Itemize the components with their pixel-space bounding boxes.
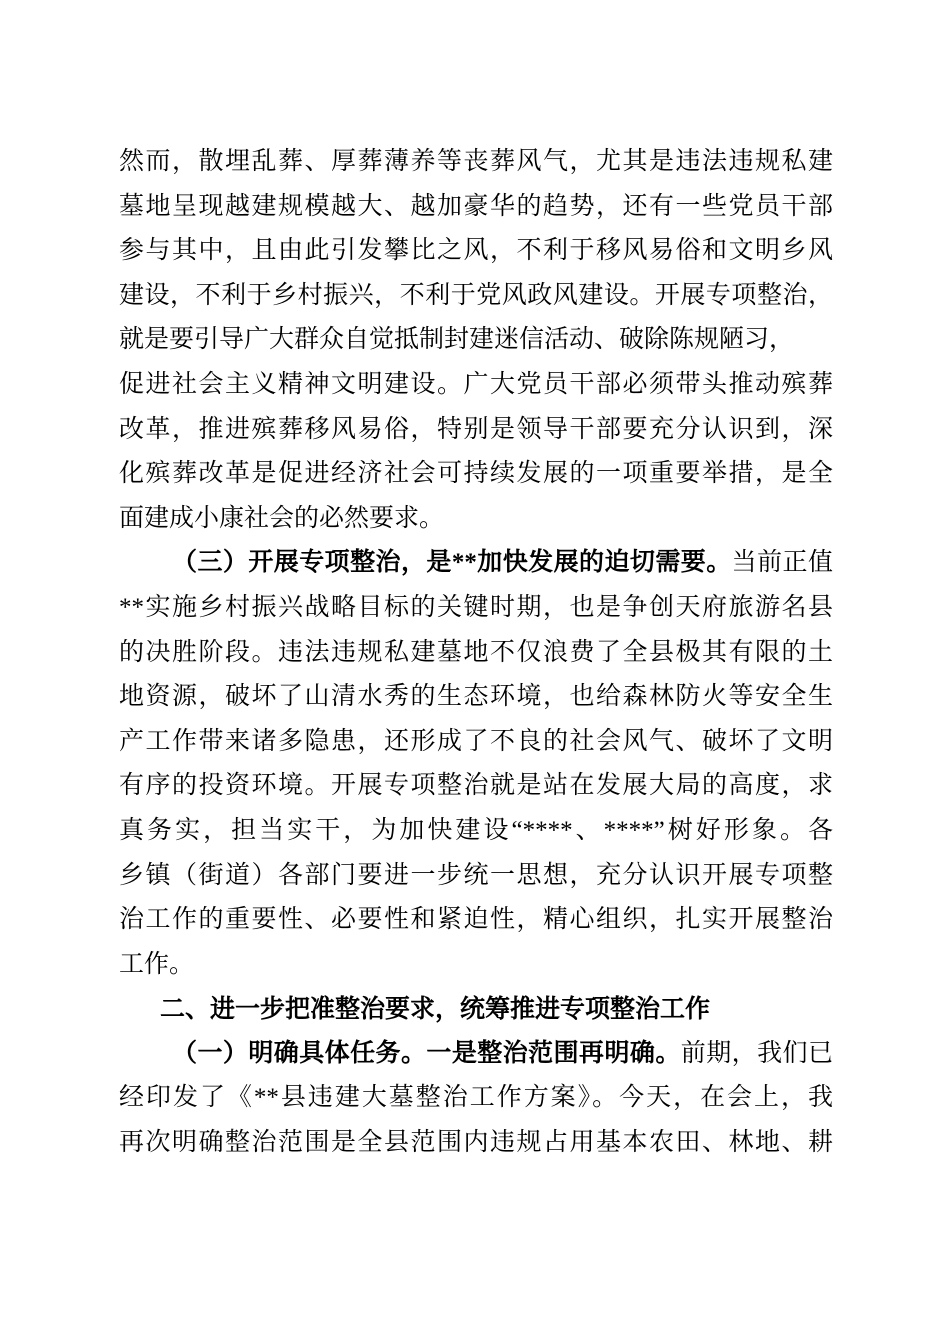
- text-line: 改革，推进殡葬移风易俗，特别是领导干部要充分认识到，深: [119, 415, 833, 443]
- text-line: 参与其中，且由此引发攀比之风，不利于移风易俗和文明乡风: [119, 237, 833, 265]
- section-heading: 二、进一步把准整治要求，统筹推进专项整治工作: [160, 994, 711, 1024]
- text-line: 真务实，担当实干，为加快建设“****、****”树好形象。各: [119, 816, 833, 844]
- text-line: 再次明确整治范围是全县范围内违规占用基本农田、林地、耕: [119, 1129, 833, 1157]
- paragraph-specific-tasks: [119, 1032, 833, 1166]
- paragraph-development-need: [119, 541, 833, 987]
- text-line: 产工作带来诸多隐患，还形成了不良的社会风气、破坏了文明: [119, 727, 833, 755]
- text-line: 治工作的重要性、必要性和紧迫性，精心组织，扎实开展整治: [119, 906, 833, 934]
- text-line: 建设，不利于乡村振兴，不利于党风政风建设。开展专项整治，: [119, 281, 833, 309]
- text-line: **实施乡村振兴战略目标的关键时期，也是争创天府旅游名县: [119, 593, 833, 621]
- text-line: 工作。: [119, 950, 195, 978]
- document-body: [119, 140, 833, 1166]
- paragraph-funeral-customs: [119, 140, 833, 541]
- text-line: 化殡葬改革是促进经济社会可持续发展的一项重要举措，是全: [119, 460, 833, 488]
- text-line: 促进社会主义精神文明建设。广大党员干部必须带头推动殡葬: [119, 370, 833, 398]
- text-line: [119, 1032, 833, 1077]
- text-line: 墓地呈现越建规模越大、越加豪华的趋势，还有一些党员干部: [119, 192, 833, 220]
- paragraph-lead-heading: （一）明确具体任务。一是整治范围再明确。: [172, 1039, 681, 1067]
- text-line: 然而，散埋乱葬、厚葬薄养等丧葬风气，尤其是违法违规私建: [119, 148, 833, 175]
- text-line: 有序的投资环境。开展专项整治就是站在发展大局的高度，求: [119, 772, 833, 800]
- text-line: 就是要引导广大群众自觉抵制封建迷信活动、破除陈规陋习，: [119, 326, 795, 354]
- text-line-rest: 前期，我们已: [680, 1039, 833, 1067]
- text-line: [119, 541, 833, 586]
- text-line: 地资源，破坏了山清水秀的生态环境，也给森林防火等安全生: [119, 683, 833, 711]
- text-line: 的决胜阶段。违法违规私建墓地不仅浪费了全县极其有限的土: [119, 638, 833, 666]
- text-line: 经印发了《**县违建大墓整治工作方案》。今天，在会上，我: [119, 1084, 833, 1112]
- text-line: 乡镇（街道）各部门要进一步统一思想，充分认识开展专项整: [119, 861, 833, 889]
- paragraph-lead-heading: （三）开展专项整治，是**加快发展的迫切需要。: [172, 549, 732, 577]
- text-line: 面建成小康社会的必然要求。: [119, 504, 445, 532]
- text-line-rest: 当前正值: [731, 549, 833, 577]
